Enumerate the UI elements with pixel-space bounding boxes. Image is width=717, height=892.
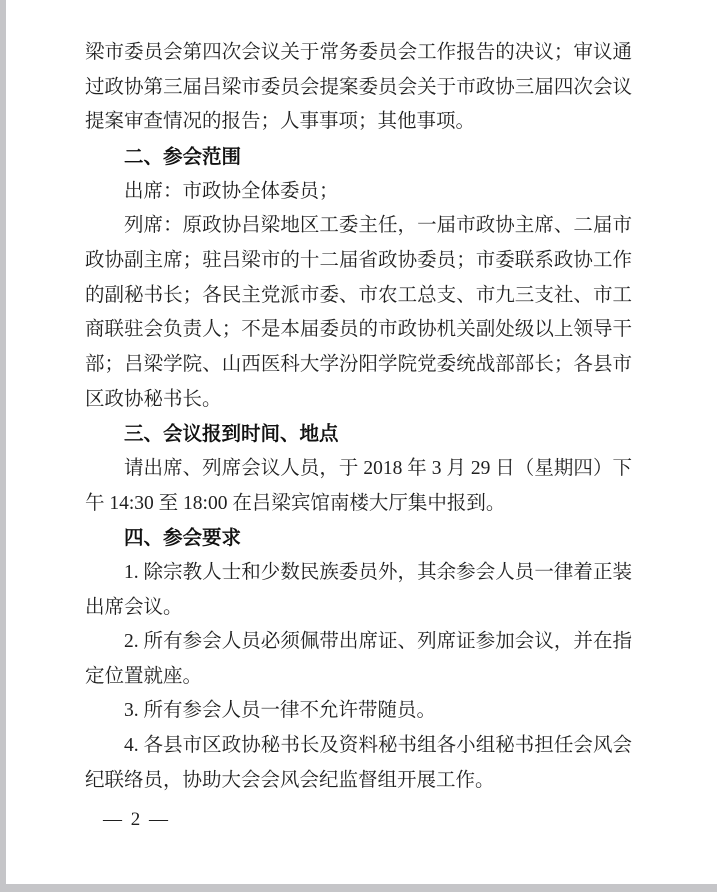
text-line: 商联驻会负责人；不是本届委员的市政协机关副处级以上领导干: [85, 319, 632, 341]
text-line: 的副秘书长；各民主党派市委、市农工总支、市九三支社、市工: [85, 284, 632, 306]
text-line: 4. 各县市区政协秘书长及资料秘书组各小组秘书担任会风会: [124, 735, 632, 757]
text-line: 政协副主席；驻吕梁市的十二届省政协委员；市委联系政协工作: [85, 249, 632, 271]
section-heading: 四、参会要求: [124, 527, 242, 550]
section-heading: 二、参会范围: [124, 145, 242, 168]
text-line: 3. 所有参会人员一律不允许带随员。: [124, 700, 437, 722]
text-line: 2. 所有参会人员必须佩带出席证、列席证参加会议，并在指: [124, 631, 632, 653]
text-line: 纪联络员，协助大会会风会纪监督组开展工作。: [85, 769, 495, 791]
text-line: 部；吕梁学院、山西医科大学汾阳学院党委统战部部长；各县市: [85, 353, 632, 375]
text-line: 出席会议。: [85, 596, 183, 618]
section-heading: 三、会议报到时间、地点: [124, 423, 339, 446]
text-line: 出席：市政协全体委员；: [124, 180, 339, 202]
text-line: 1. 除宗教人士和少数民族委员外，其余参会人员一律着正装: [124, 561, 632, 583]
text-line: 过政协第三届吕梁市委员会提案委员会关于市政协三届四次会议: [85, 76, 632, 98]
text-line: 提案审查情况的报告；人事事项；其他事项。: [85, 111, 476, 133]
scan-edge-left: [0, 0, 6, 892]
text-line: 午 14:30 至 18:00 在吕梁宾馆南楼大厅集中报到。: [85, 492, 506, 514]
text-line: 请出席、列席会议人员，于 2018 年 3 月 29 日（星期四）下: [124, 457, 632, 479]
scan-edge-bottom: [0, 884, 717, 892]
text-line: 梁市委员会第四次会议关于常务委员会工作报告的决议；审议通: [85, 42, 632, 63]
text-line: 区政协秘书长。: [85, 388, 222, 410]
text-line: 定位置就座。: [85, 665, 203, 687]
text-line: 列席：原政协吕梁地区工委主任，一届市政协主席、二届市: [124, 215, 632, 237]
document-body: [85, 36, 632, 798]
page-number: — 2 —: [103, 809, 170, 830]
